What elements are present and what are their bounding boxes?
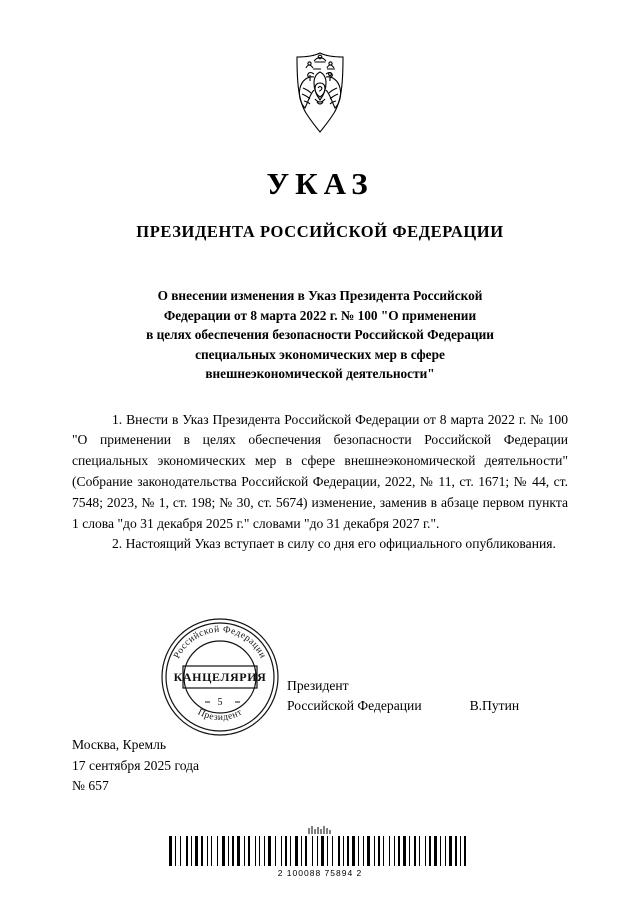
signature-role-line-2: Российской Федерации	[287, 698, 422, 714]
svg-text:КАНЦЕЛЯРИЯ: КАНЦЕЛЯРИЯ	[173, 670, 267, 684]
subject-line: О внесении изменения в Указ Президента Российской	[157, 288, 483, 303]
body-paragraph-2: 2. Настоящий Указ вступает в силу со дня его официального опубликования.	[112, 536, 556, 552]
barcode-block	[0, 826, 640, 878]
subject-line: Федерации от 8 марта 2022 г. № 100 "О применении	[163, 307, 477, 323]
subject-line: в целях обеспечения безопасности Российской Федерации	[146, 327, 494, 343]
barcode-icon	[169, 836, 471, 866]
date: 17 сентября 2025 года	[72, 757, 200, 773]
body-paragraph-1: 1. Внести в Указ Президента Российской Федерации от 8 марта 2022 г. № 100 "О применении в целях обеспечения безопасности Российской Федерации специальных экономических мер в сфере внешнеэкономической деятельности" (Собрание законодательства Российской Федерации, 2022, № 11, ст. 1671; № 44, ст. 7548; 2023, № 1, ст. 198; № 30, ст. 5674) изменение, заменив в абзаце первом пункта 1 слова "до 31 декабря 2025 г." словами "до 31 декабря 2027 г.".	[72, 411, 568, 531]
document-authority: ПРЕЗИДЕНТА РОССИЙСКОЙ ФЕДЕРАЦИИ	[136, 222, 504, 241]
barcode-number: 2 100088 75894 2	[277, 868, 363, 878]
document-subject	[72, 286, 568, 384]
document-title: УКАЗ	[266, 166, 374, 201]
coat-of-arms-container	[72, 0, 568, 136]
document-body	[72, 410, 568, 556]
subject-line: специальных экономических мер в сфере	[195, 346, 445, 362]
place-date-block	[72, 735, 199, 797]
svg-text:Российской Федерации: Российской Федерации	[172, 624, 268, 661]
svg-text:5: 5	[217, 697, 223, 708]
signature-name: В.Путин	[469, 698, 520, 714]
russian-coat-of-arms-icon	[284, 50, 356, 136]
place: Москва, Кремль	[72, 737, 167, 752]
barcode-marker-icon	[307, 826, 333, 835]
subject-line: внешнеэкономической деятельности"	[205, 366, 435, 382]
svg-text:Президент: Президент	[195, 707, 245, 724]
document-number: № 657	[72, 778, 109, 794]
signature-role-line-1: Президент	[287, 678, 349, 693]
signature-block	[0, 676, 640, 717]
